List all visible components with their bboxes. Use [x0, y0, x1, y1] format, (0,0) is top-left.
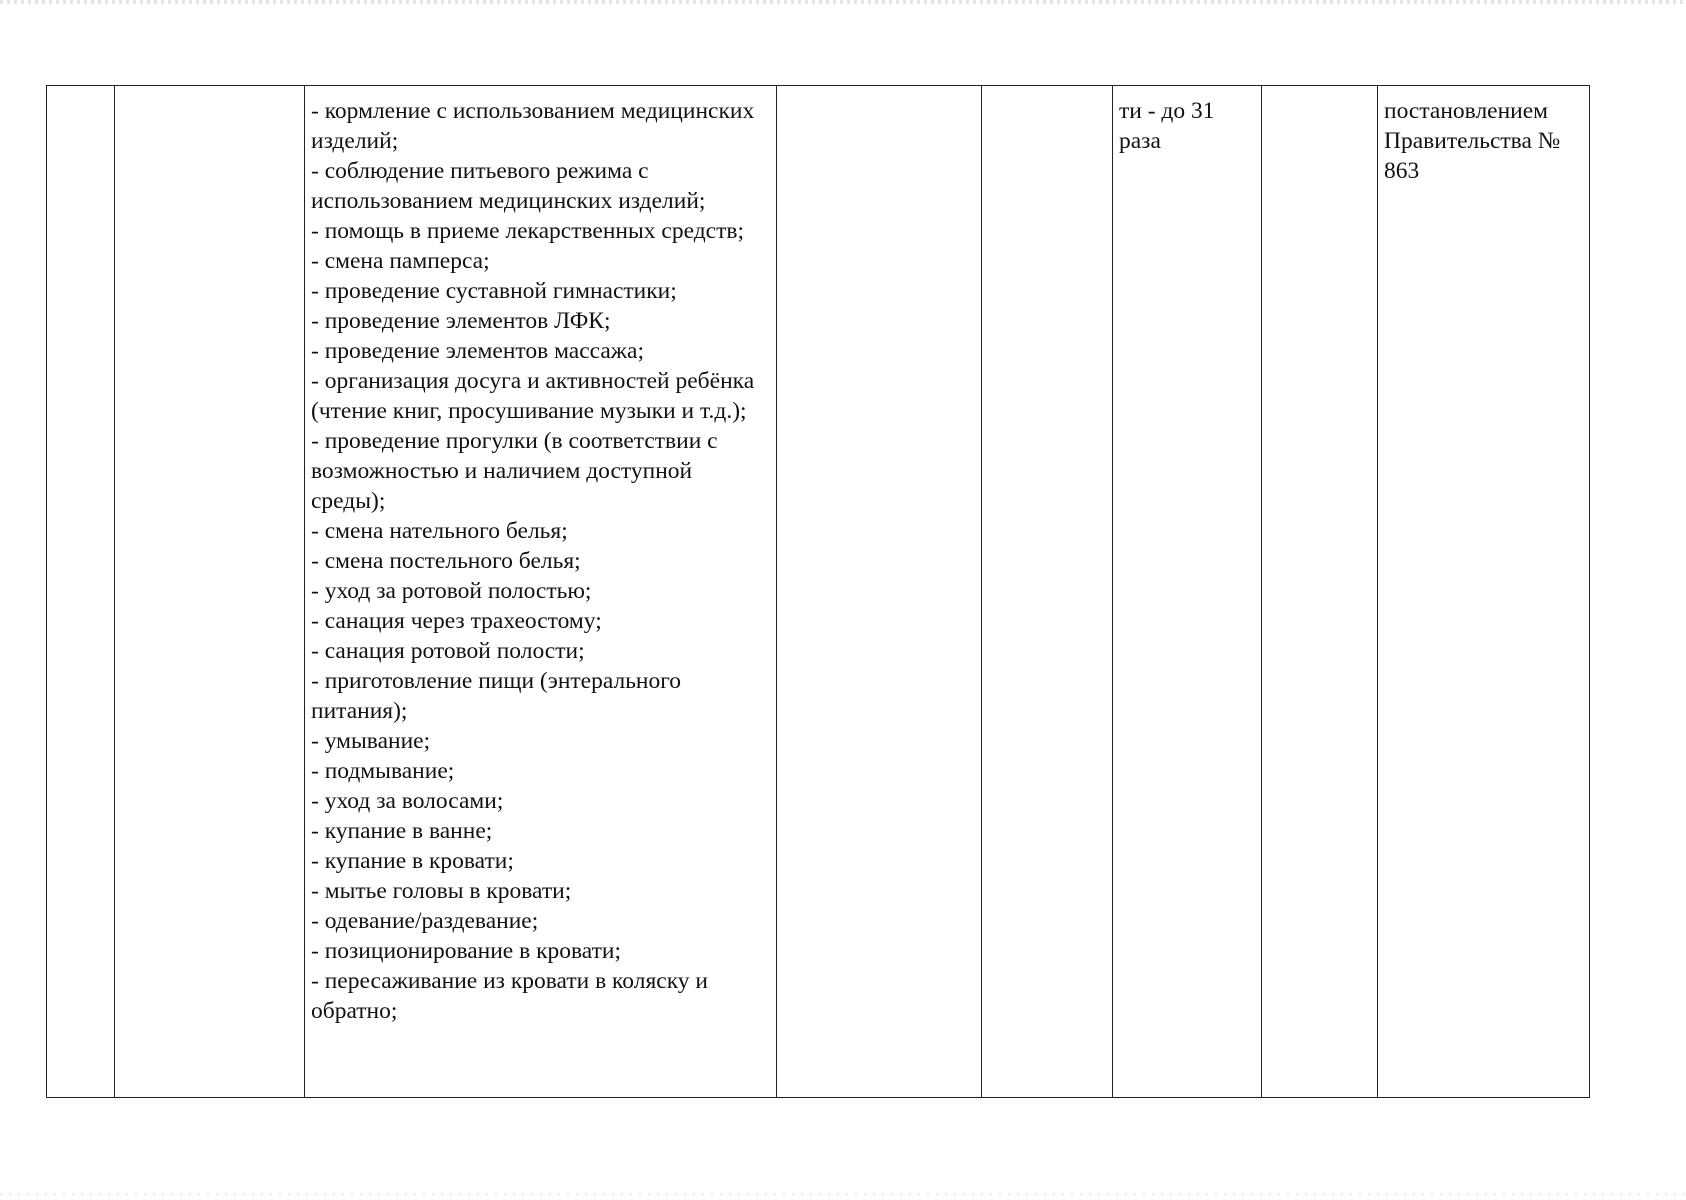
document-table: [46, 85, 1590, 1098]
list-item: - соблюдение питьевого режима с использованием медицинских изделий;: [311, 158, 706, 214]
list-item: - санация через трахеостому;: [311, 608, 602, 634]
list-item: - смена памперса;: [311, 248, 490, 274]
list-item: - помощь в приеме лекарственных средств;: [311, 218, 745, 244]
list-item: - проведение прогулки (в соответствии с возможностью и наличием доступной среды);: [311, 428, 718, 514]
frequency-text: ти - до 31 раза: [1119, 98, 1215, 154]
list-item: - купание в кровати;: [311, 848, 514, 874]
scan-edge-top: [0, 0, 1686, 4]
list-item: - организация досуга и активностей ребёнка (чтение книг, просушивание музыки и т.д.);: [311, 368, 755, 424]
list-item: - подмывание;: [311, 758, 455, 784]
list-item: - приготовление пищи (энтерального питания);: [311, 668, 682, 724]
list-item: - кормление с использованием медицинских изделий;: [311, 98, 755, 154]
list-item: - позиционирование в кровати;: [311, 938, 621, 964]
list-item: - умывание;: [311, 728, 431, 754]
cell-number: [47, 86, 115, 1098]
cell-frequency: [1113, 86, 1262, 1098]
cell-col5: [982, 86, 1113, 1098]
list-item: - пересаживание из кровати в коляску и обратно;: [311, 968, 708, 1024]
list-item: - уход за волосами;: [311, 788, 504, 814]
list-item: - купание в ванне;: [311, 818, 493, 844]
cell-name: [115, 86, 305, 1098]
table-row: [47, 86, 1590, 1098]
list-item: - санация ротовой полости;: [311, 638, 585, 664]
list-item: - проведение элементов ЛФК;: [311, 308, 611, 334]
cell-basis: [1378, 86, 1590, 1098]
cell-services: [305, 86, 777, 1098]
cell-col4: [777, 86, 982, 1098]
list-item: - смена нательного белья;: [311, 518, 568, 544]
list-item: - одевание/раздевание;: [311, 908, 539, 934]
list-item: - уход за ротовой полостью;: [311, 578, 592, 604]
list-item: - проведение элементов массажа;: [311, 338, 644, 364]
list-item: - смена постельного белья;: [311, 548, 581, 574]
list-item: - мытье головы в кровати;: [311, 878, 572, 904]
scan-edge-bottom: [0, 1193, 1686, 1196]
list-item: - проведение суставной гимнастики;: [311, 278, 677, 304]
cell-col7: [1262, 86, 1378, 1098]
services-list: [311, 96, 770, 1026]
basis-text: постановлением Правительства № 863: [1384, 98, 1561, 184]
